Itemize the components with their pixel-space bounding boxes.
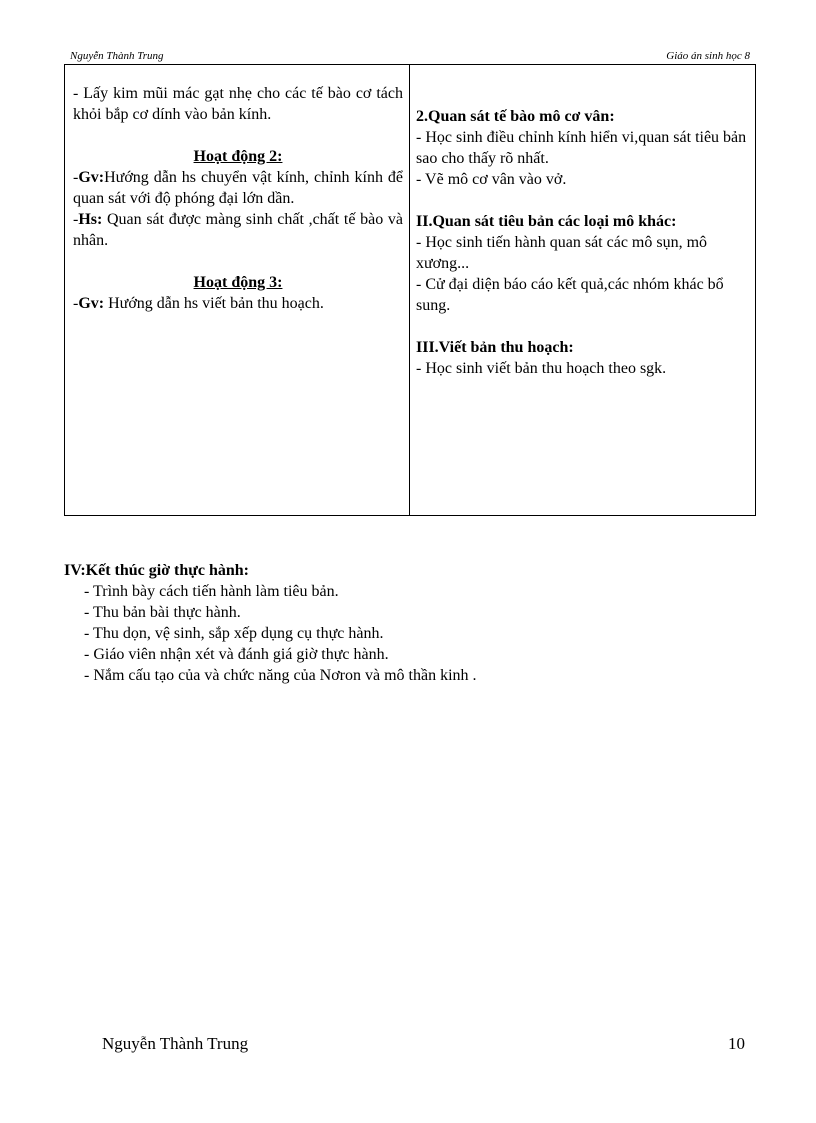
right-column [410, 65, 756, 516]
left-column [65, 65, 410, 516]
activity-2-title: Hoạt động 2: [193, 148, 283, 165]
footer-author: Nguyễn Thành Trung [102, 1034, 249, 1053]
section-2-line-1: - Học sinh điều chỉnh kính hiển vi,quan sát tiêu bản sao cho thấy rõ nhất. [416, 129, 747, 167]
activity-3-title: Hoạt động 3: [193, 274, 283, 291]
section-iv-item: - Giáo viên nhận xét và đánh giá giờ thực hành. [84, 646, 389, 663]
section-iv [64, 560, 477, 686]
section-ii-line-2: - Cử đại diện báo cáo kết quả,các nhóm khác bổ sung. [416, 276, 724, 314]
section-iv-item: - Nắm cấu tạo của và chức năng của Nơron và mô thần kinh . [84, 667, 477, 684]
page-number: 10 [728, 1034, 745, 1053]
section-iv-item: - Thu dọn, vệ sinh, sắp xếp dụng cụ thực hành. [84, 625, 384, 642]
gv-instruction: -Gv:Hướng dẫn hs chuyển vật kính, chỉnh kính để quan sát với độ phóng đại lớn dần. [73, 169, 403, 207]
section-iv-item: - Trình bày cách tiến hành làm tiêu bản. [84, 583, 339, 600]
gv-instruction-3: -Gv: Hướng dẫn hs viết bản thu hoạch. [73, 295, 324, 312]
section-iii-line-1: - Học sinh viết bản thu hoạch theo sgk. [416, 360, 667, 377]
section-iv-item: - Thu bản bài thực hành. [84, 604, 241, 621]
intro-text: - Lấy kim mũi mác gạt nhẹ cho các tế bào cơ tách khỏi bắp cơ dính vào bản kính. [73, 85, 403, 123]
section-2-line-2: - Vẽ mô cơ vân vào vở. [416, 171, 567, 188]
lesson-table [64, 64, 756, 516]
header-author: Nguyễn Thành Trung [70, 50, 164, 62]
section-iv-title: IV:Kết thúc giờ thực hành: [64, 562, 249, 579]
section-iii-title: III.Viết bản thu hoạch: [416, 339, 574, 356]
section-ii-line-1: - Học sinh tiến hành quan sát các mô sụn, mô xương... [416, 234, 708, 272]
header-subject: Giáo án sinh học 8 [666, 50, 750, 62]
section-2-title: 2.Quan sát tế bào mô cơ vân: [416, 108, 615, 125]
hs-observation: -Hs: Quan sát được màng sinh chất ,chất tế bào và nhân. [73, 211, 403, 249]
section-ii-title: II.Quan sát tiêu bản các loại mô khác: [416, 213, 677, 230]
